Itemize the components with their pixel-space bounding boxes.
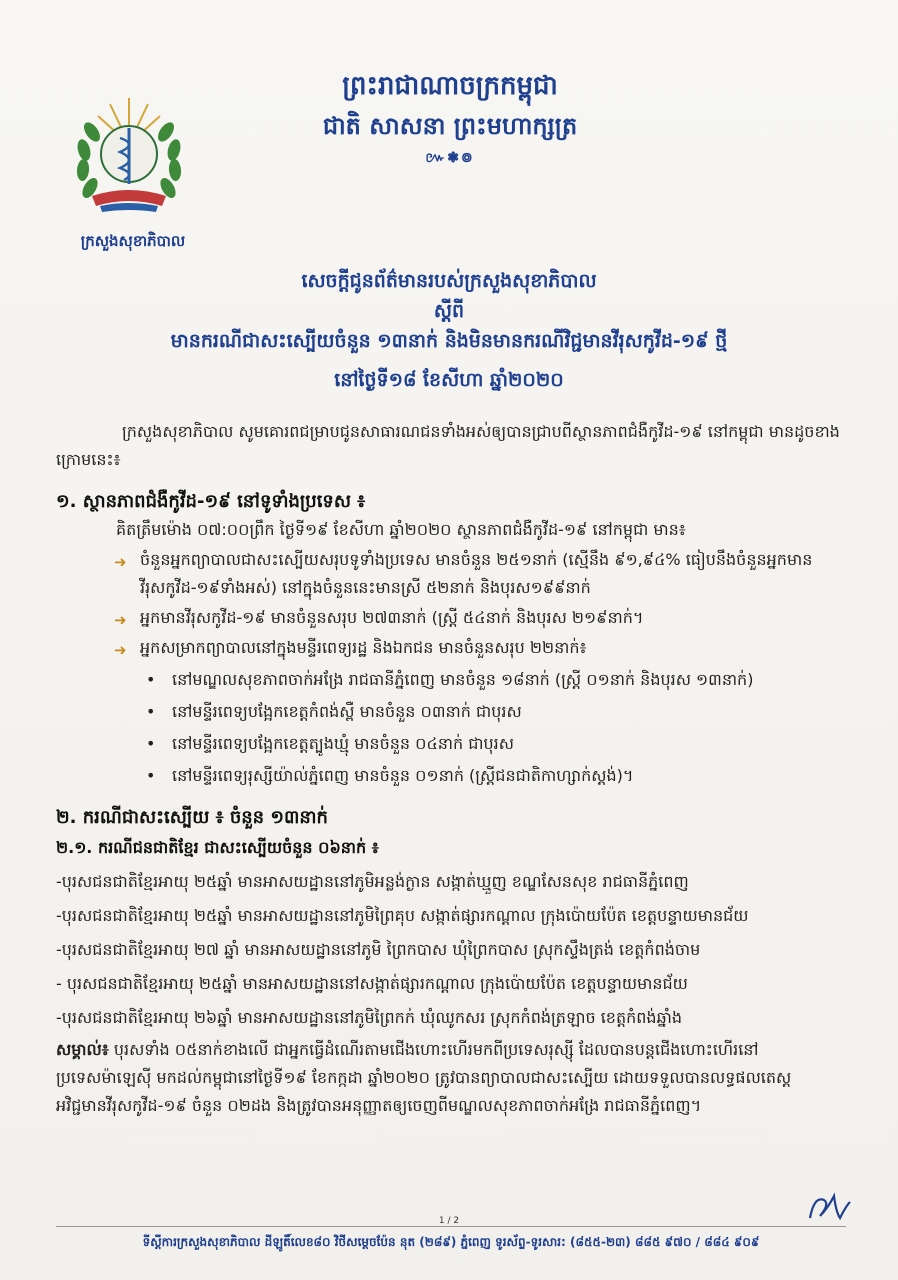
list-item-text: នៅមន្ទីរពេទ្យបង្អែកខេត្តកំពង់ស្ពឺ មានចំនួន ០៣នាក់ ជាបុរស	[172, 702, 522, 721]
dot-bullet-icon: •	[146, 702, 156, 721]
list-item	[146, 698, 846, 726]
kingdom-line1: ព្រះរាជាណាចក្រកម្ពុជា	[342, 71, 558, 101]
ornament-icon: ៚❃៙	[425, 150, 475, 166]
document-body	[56, 418, 846, 1120]
list-item	[114, 634, 846, 662]
hospital-list	[56, 666, 846, 790]
intro-paragraph: ក្រសួងសុខាភិបាល សូមគោរពជម្រាបជូនសាធារណជនទាំងអស់ឲ្យបានជ្រាបពីស្ថានភាពជំងឺកូវីដ-១៩ នៅកម្ពុជា មានដូចខាងក្រោមនេះ៖	[56, 422, 840, 469]
cases-list	[56, 868, 846, 1032]
list-item-text: អ្នកសម្រាកព្យាបាលនៅក្នុងមន្ទីរពេទ្យរដ្ឋ និងឯកជន មានចំនួនសរុប ២២នាក់៖	[140, 638, 587, 657]
list-item	[146, 730, 846, 758]
list-item	[146, 666, 846, 694]
title-line1: សេចក្តីជូនព័ត៌មានរបស់ក្រសួងសុខាភិបាល	[301, 270, 597, 292]
section2-subheading: ២.១. ករណីជនជាតិខ្មែរ ជាសះស្បើយចំនួន ០៦នាក់ ៖	[56, 838, 379, 857]
title-date: នៅថ្ងៃទី១៨ ខែសីហា ឆ្នាំ២០២០	[334, 369, 564, 391]
list-item-text: អ្នកមានវីរុសកូវីដ-១៩ មានចំនួនសរុប ២៧៣នាក់ (ស្ត្រី ៥៤នាក់ និងបុរស ២១៩នាក់។	[140, 608, 644, 627]
list-item: -បុរសជនជាតិខ្មែរអាយុ ២៧ ឆ្នាំ មានអាសយដ្ឋាននៅភូមិ ព្រៃកបាស ឃុំព្រៃកបាស ស្រុកស្ទឹងត្រង់ ខេត្តកំពង់ចាម	[56, 940, 701, 959]
list-item	[114, 546, 846, 602]
list-item: -បុរសជនជាតិខ្មែរអាយុ ២៦ឆ្នាំ មានអាសយដ្ឋាននៅភូមិព្រៃកក់ ឃុំឈូកសរ ស្រុកកំពង់ត្រឡាច ខេត្តកំពង់ឆ្នាំង	[56, 1008, 682, 1027]
note-text: បុរសទាំង ០៥នាក់ខាងលើ ជាអ្នកធ្វើដំណើរតាមជើងហោះហើរមកពីប្រទេសរុស្ស៊ី ដែលបានបន្តជើងហោះហើរនៅប្រទេសម៉ាឡេស៊ី មកដល់កម្ពុជានៅថ្ងៃទី១៩ ខែកក្កដា ឆ្នាំ២០២០ ត្រូវបានព្យាបាលជាសះស្បើយ ដោយទទួលបានលទ្ធផលតេស្ត អវិជ្ជមានវីរុសកូវីដ-១៩ ចំនួន ០២ដង និងត្រូវបានអនុញ្ញាតឲ្យចេញពីមណ្ឌលសុខភាពចាក់អង្រែ រាជធានីភ្នំពេញ។	[56, 1040, 792, 1115]
dot-bullet-icon: •	[146, 734, 156, 753]
ministry-of-health-emblem-icon	[70, 92, 188, 222]
document-title	[40, 266, 858, 396]
list-item: -បុរសជនជាតិខ្មែរអាយុ ២៥ឆ្នាំ មានអាសយដ្ឋាននៅភូមិអន្លង់ក្ងាន សង្កាត់ឃ្មួញ ខណ្ឌសែនសុខ រាជធានីភ្នំពេញ	[56, 872, 689, 891]
note-label: សម្គាល់៖	[56, 1040, 109, 1059]
list-item	[146, 762, 846, 790]
section1-lead: គិតត្រឹមម៉ោង ០៧:០០ព្រឹក ថ្ងៃទី១៩ ខែសីហា ឆ្នាំ២០២០ ស្ថានភាពជំងឺកូវីដ-១៩ នៅកម្ពុជា មាន៖	[116, 520, 686, 539]
title-line2: ស្តីពី	[433, 300, 465, 322]
arrow-bullet-icon: ➜	[114, 641, 127, 659]
kingdom-header	[250, 66, 650, 169]
dot-bullet-icon: •	[146, 670, 156, 689]
ministry-name: ក្រសួងសុខាភិបាល	[80, 232, 186, 250]
list-item: - បុរសជនជាតិខ្មែរអាយុ ២៥ឆ្នាំ មានអាសយដ្ឋាននៅសង្កាត់ផ្សារកណ្តាល ក្រុងប៉ោយប៉ែត ខេត្តបន្ទាយមានជ័យ	[56, 974, 688, 993]
section2-heading: ២. ករណីជាសះស្បើយ ៖ ចំនួន ១៣នាក់	[56, 807, 328, 828]
page-number: 1 / 2	[438, 1216, 460, 1226]
list-item-text: នៅមន្ទីរពេទ្យបង្អែកខេត្តត្បូងឃ្មុំ មានចំនួន ០៤នាក់ ជាបុរស	[172, 734, 514, 753]
section1-heading: ១. ស្ថានភាពជំងឺកូវីដ-១៩ នៅទូទាំងប្រទេស ៖	[56, 491, 366, 512]
list-item: -បុរសជនជាតិខ្មែរអាយុ ២៥ឆ្នាំ មានអាសយដ្ឋាននៅភូមិព្រៃគុប សង្កាត់ផ្សារកណ្តាល ក្រុងប៉ោយប៉ែត ខេត្តបន្ទាយមានជ័យ	[56, 906, 749, 925]
dot-bullet-icon: •	[146, 766, 156, 785]
arrow-bullet-icon: ➜	[114, 553, 127, 571]
list-item-text: នៅមន្ទីរពេទ្យរុស្សីយ៉ាល់ភ្នំពេញ មានចំនួន ០១នាក់ (ស្ត្រីជនជាតិកាហ្សាក់ស្តង់)។	[172, 766, 634, 785]
title-line3: មានករណីជាសះស្បើយចំនួន ១៣នាក់ និងមិនមានករណីវិជ្ជមានវីរុសកូវីដ-១៩ ថ្មី	[170, 330, 728, 352]
list-item-text: នៅមណ្ឌលសុខភាពចាក់អង្រែ រាជធានីភ្នំពេញ មានចំនួន ១៨នាក់ (ស្ត្រី ០១នាក់ និងបុរស ១៣នាក់)	[172, 670, 754, 689]
note-paragraph	[56, 1036, 846, 1120]
arrow-bullet-icon: ➜	[114, 611, 127, 629]
footer-address: ទីស្តីការក្រសួងសុខាភិបាល ដីឡូតិ៍លេខ៨០ វិថីសម្តេចប៉ែន នុត (២៨៩) ភ្នំពេញ ទូរស័ព្ទ-ទូរសារ: (៨៥៥-២៣) ៨៨៥ ៩៧០ / ៨៨៤ ៩០៩	[142, 1235, 760, 1249]
section1-list	[56, 546, 846, 662]
kingdom-line2: ជាតិ សាសនា ព្រះមហាក្សត្រ	[322, 111, 578, 140]
list-item	[114, 604, 846, 632]
footer-divider	[56, 1226, 846, 1227]
list-item-text: ចំនួនអ្នកព្យាបាលជាសះស្បើយសរុបទូទាំងប្រទេស មានចំនួន ២៥១នាក់ (ស្មើនឹង ៩១,៩៤% ធៀបនឹងចំនួនអ្នកមានវីរុសកូវីដ-១៩ទាំងអស់) នៅក្នុងចំនួននេះមានស្រី ៥២នាក់ និងបុរស១៩៩នាក់	[140, 550, 813, 597]
